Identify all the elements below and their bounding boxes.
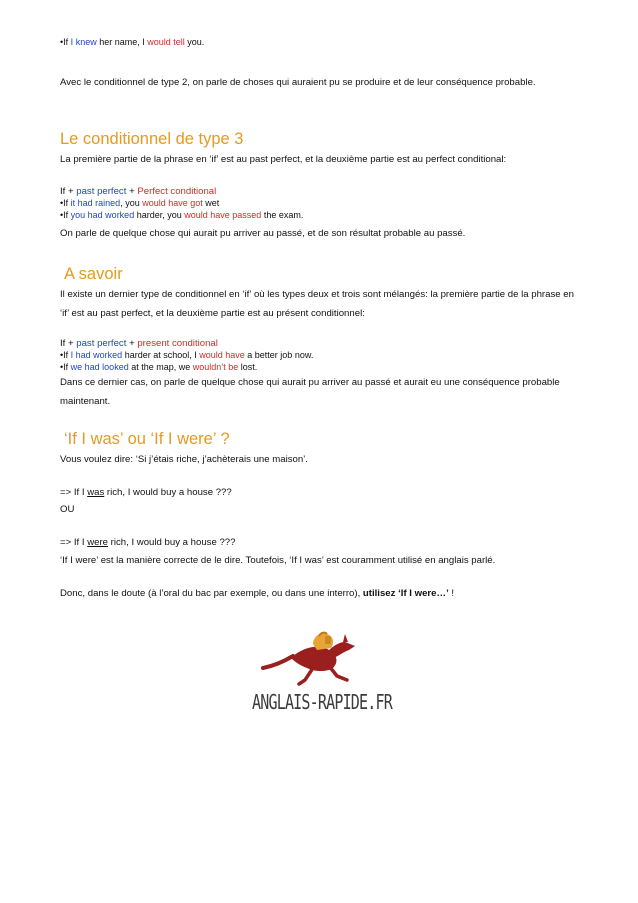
mixed-example-2: •If we had looked at the map, we wouldn’t be lost.	[60, 362, 258, 372]
mixed-heading: A savoir	[64, 265, 123, 283]
or-label: OU	[60, 504, 75, 515]
type2-example: •If I knew her name, I would tell you.	[60, 37, 205, 47]
was-option: => If I was rich, I would buy a house ???	[60, 487, 232, 498]
logo-text: ANGLAIS-RAPIDE.FR	[252, 690, 392, 715]
were-option: => If I were rich, I would buy a house ???	[60, 537, 236, 548]
type3-example-2: •If you had worked harder, you would have passed the exam.	[60, 210, 304, 220]
mixed-note: Dans ce dernier cas, on parle de quelque chose qui aurait pu arriver au passé et aurait eu une conséquence probable maintenant.	[60, 377, 560, 407]
mixed-intro: Il existe un dernier type de conditionnel en ‘if’ où les types deux et trois sont mélangés: la première partie de la phrase en ‘if’ est au past perfect, et la deuxième partie est au présent conditionnel:	[60, 289, 574, 319]
mixed-formula: If + past perfect + present conditional	[60, 338, 218, 349]
mixed-example-1: •If I had worked harder at school, I would have a better job now.	[60, 350, 314, 360]
type3-formula: If + past perfect + Perfect conditional	[60, 186, 217, 197]
was-were-explanation: ‘If I were’ est la manière correcte de le dire. Toutefois, ‘If I was’ est couramment utilisé en anglais parlé.	[60, 555, 496, 566]
type2-note: Avec le conditionnel de type 2, on parle de choses qui auraient pu se produire et de leur conséquence probable.	[60, 77, 536, 88]
type3-example-1: •If it had rained, you would have got wet	[60, 198, 220, 208]
was-were-advice: Donc, dans le doute (à l’oral du bac par exemple, ou dans une interro), utilisez ‘If I were…’ !	[60, 588, 455, 599]
type3-heading: Le conditionnel de type 3	[60, 130, 244, 148]
type3-intro: La première partie de la phrase en ‘if’ est au past perfect, et la deuxième partie est au perfect conditional:	[60, 154, 507, 165]
type3-note: On parle de quelque chose qui aurait pu arriver au passé, et de son résultat probable au passé.	[60, 228, 466, 239]
was-were-heading: ‘If I was’ ou ‘If I were’ ?	[64, 430, 230, 448]
site-logo[interactable]	[252, 622, 392, 718]
was-were-intro: Vous voulez dire: ‘Si j’étais riche, j’achèterais une maison’.	[60, 454, 308, 465]
